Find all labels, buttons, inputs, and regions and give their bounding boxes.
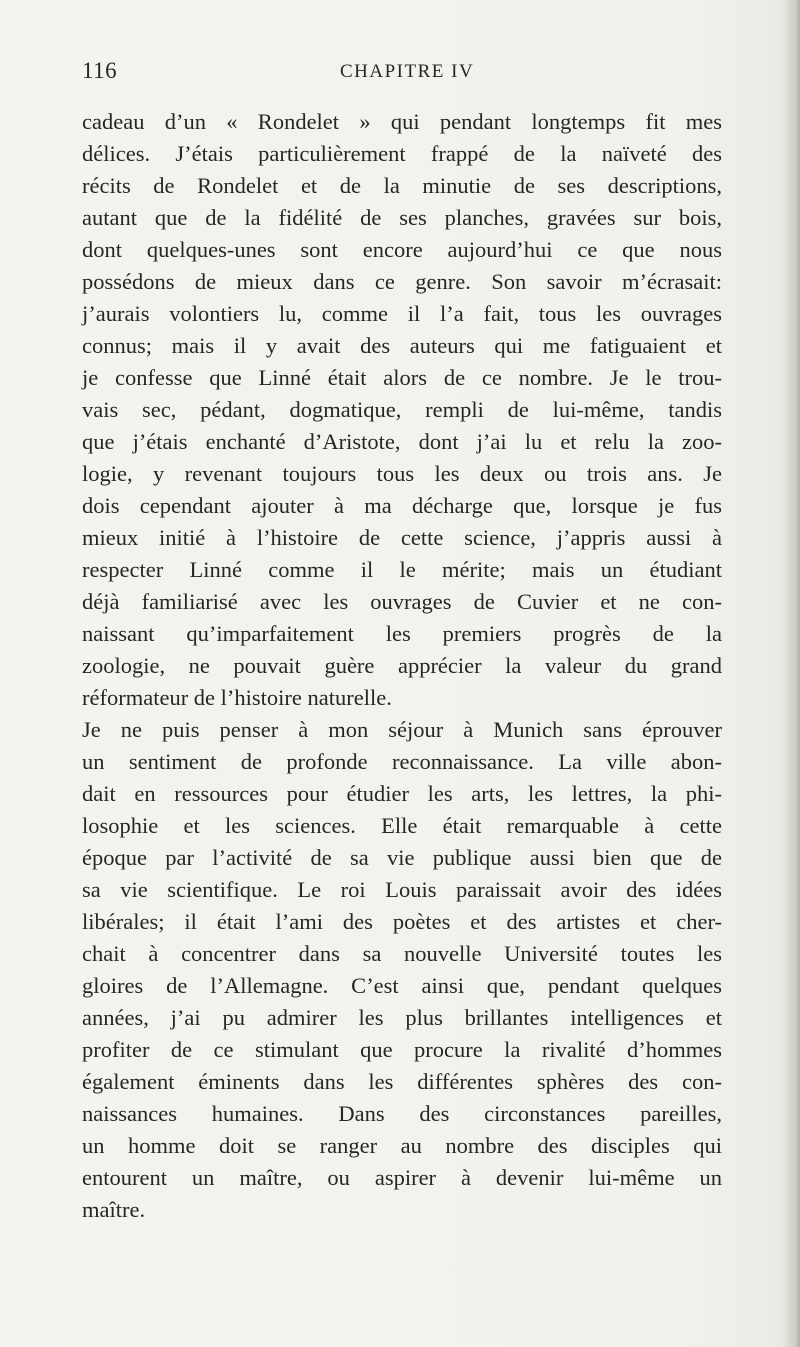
text-line: dois cependant ajouter à ma décharge que, lorsque je fus xyxy=(82,493,722,518)
text-line: récits de Rondelet et de la minutie de ses descriptions, xyxy=(82,173,722,198)
text-line: libérales; il était l’ami des poètes et des artistes et cher- xyxy=(82,909,722,934)
text-line: époque par l’activité de sa vie publique aussi bien que de xyxy=(82,845,722,870)
text-line: un homme doit se ranger au nombre des disciples qui xyxy=(82,1133,722,1158)
text-line: entourent un maître, ou aspirer à devenir lui-même un xyxy=(82,1165,722,1190)
text-line: losophie et les sciences. Elle était remarquable à cette xyxy=(82,813,722,838)
page-header xyxy=(82,58,722,88)
paragraph-last-line: réformateur de l’histoire naturelle. xyxy=(82,685,392,710)
text-line: zoologie, ne pouvait guère apprécier la valeur du grand xyxy=(82,653,722,678)
page-number: 116 xyxy=(82,58,118,83)
text-line: vais sec, pédant, dogmatique, rempli de lui-même, tandis xyxy=(82,397,722,422)
text-line: profiter de ce stimulant que procure la rivalité d’hommes xyxy=(82,1037,722,1062)
text-line: naissances humaines. Dans des circonstances pareilles, xyxy=(82,1101,722,1126)
text-line: logie, y revenant toujours tous les deux ou trois ans. Je xyxy=(82,461,722,486)
text-line: je confesse que Linné était alors de ce nombre. Je le trou- xyxy=(82,365,722,390)
text-line: un sentiment de profonde reconnaissance. La ville abon- xyxy=(82,749,722,774)
text-line: dait en ressources pour étudier les arts, les lettres, la phi- xyxy=(82,781,722,806)
running-head: CHAPITRE IV xyxy=(340,61,475,82)
text-line: autant que de la fidélité de ses planches, gravées sur bois, xyxy=(82,205,722,230)
text-line: naissant qu’imparfaitement les premiers progrès de la xyxy=(82,621,722,646)
text-line: cadeau d’un « Rondelet » qui pendant longtemps fit mes xyxy=(82,109,722,134)
text-line: gloires de l’Allemagne. C’est ainsi que, pendant quelques xyxy=(82,973,722,998)
text-line: mieux initié à l’histoire de cette science, j’appris aussi à xyxy=(82,525,722,550)
text-line: connus; mais il y avait des auteurs qui me fatiguaient et xyxy=(82,333,722,358)
page-edge-shadow xyxy=(784,0,800,1347)
text-line: chait à concentrer dans sa nouvelle Université toutes les xyxy=(82,941,722,966)
text-line: délices. J’étais particulièrement frappé de la naïveté des xyxy=(82,141,722,166)
text-line: déjà familiarisé avec les ouvrages de Cuvier et ne con- xyxy=(82,589,722,614)
text-line: respecter Linné comme il le mérite; mais un étudiant xyxy=(82,557,722,582)
paragraph-last-line: maître. xyxy=(82,1197,146,1222)
paragraph-first-line: Je ne puis penser à mon séjour à Munich sans éprouver xyxy=(82,717,722,742)
text-line: années, j’ai pu admirer les plus brillantes intelligences et xyxy=(82,1005,722,1030)
text-line: possédons de mieux dans ce genre. Son savoir m’écrasait: xyxy=(82,269,722,294)
text-line: sa vie scientifique. Le roi Louis paraissait avoir des idées xyxy=(82,877,722,902)
text-line: dont quelques-unes sont encore aujourd’hui ce que nous xyxy=(82,237,722,262)
text-line: également éminents dans les différentes sphères des con- xyxy=(82,1069,722,1094)
text-line: que j’étais enchanté d’Aristote, dont j’ai lu et relu la zoo- xyxy=(82,429,722,454)
body-text xyxy=(82,106,722,1226)
text-line: j’aurais volontiers lu, comme il l’a fait, tous les ouvrages xyxy=(82,301,722,326)
